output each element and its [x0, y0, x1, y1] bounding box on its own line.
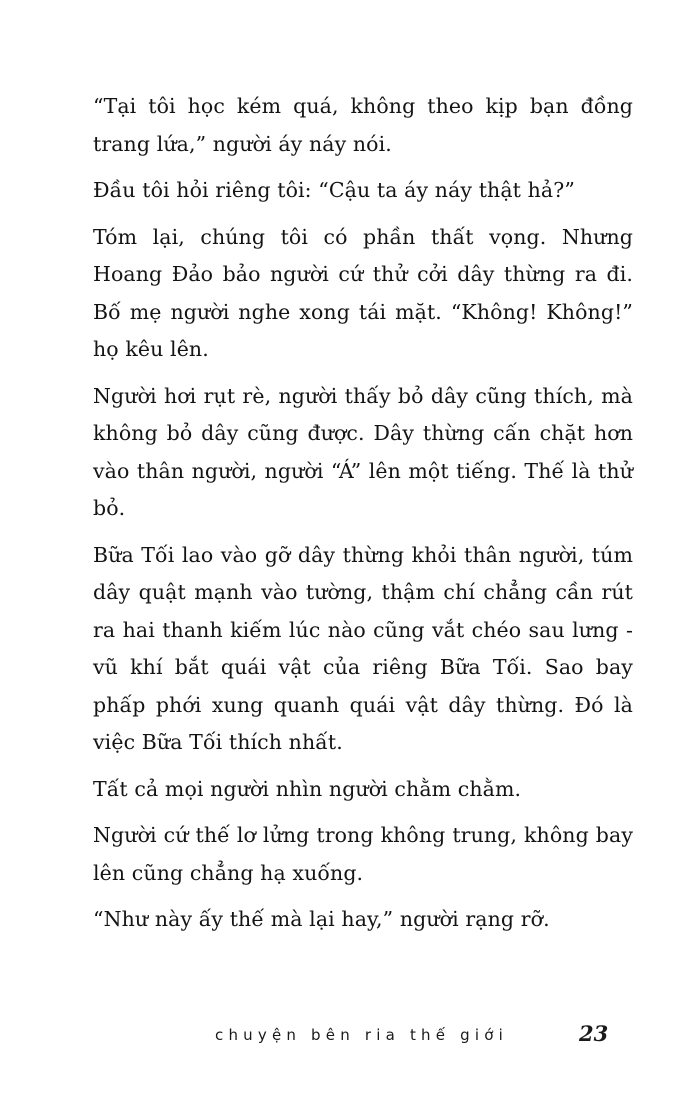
paragraph: Tóm lại, chúng tôi có phần thất vọng. Nhưng Hoang Đảo bảo người cứ thử cởi dây thừng ra đi. Bố mẹ người nghe xong tái mặt. “Không! Không!” họ kêu lên. — [93, 224, 633, 361]
page-footer — [0, 1021, 700, 1051]
paragraph: Bữa Tối lao vào gỡ dây thừng khỏi thân người, túm dây quật mạnh vào tường, thậm chí chẳng cần rút ra hai thanh kiếm lúc nào cũng vắt chéo sau lưng - vũ khí bắt quái vật của riêng Bữa Tối. Sao bay phấp phới xung quanh quái vật dây thừng. Đó là việc Bữa Tối thích nhất. — [93, 542, 633, 754]
paragraph: “Như này ấy thế mà lại hay,” người rạng rỡ. — [93, 907, 550, 931]
paragraph: Người cứ thế lơ lửng trong không trung, không bay lên cũng chẳng hạ xuống. — [93, 823, 633, 885]
paragraph: Tất cả mọi người nhìn người chằm chằm. — [93, 776, 522, 801]
paragraph: “Tại tôi học kém quá, không theo kịp bạn đồng trang lứa,” người áy náy nói. — [93, 94, 633, 156]
paragraph: Người hơi rụt rè, người thấy bỏ dây cũng thích, mà không bỏ dây cũng được. Dây thừng cấn chặt hơn vào thân người, người “Á” lên một tiếng. Thế là thử bỏ. — [93, 383, 633, 520]
paragraph: Đầu tôi hỏi riêng tôi: “Cậu ta áy náy thật hả?” — [93, 178, 575, 202]
page-number: 23 — [579, 1021, 609, 1046]
body-text — [93, 88, 633, 948]
running-footer-title: chuyện bên ria thế giới — [215, 1026, 508, 1044]
